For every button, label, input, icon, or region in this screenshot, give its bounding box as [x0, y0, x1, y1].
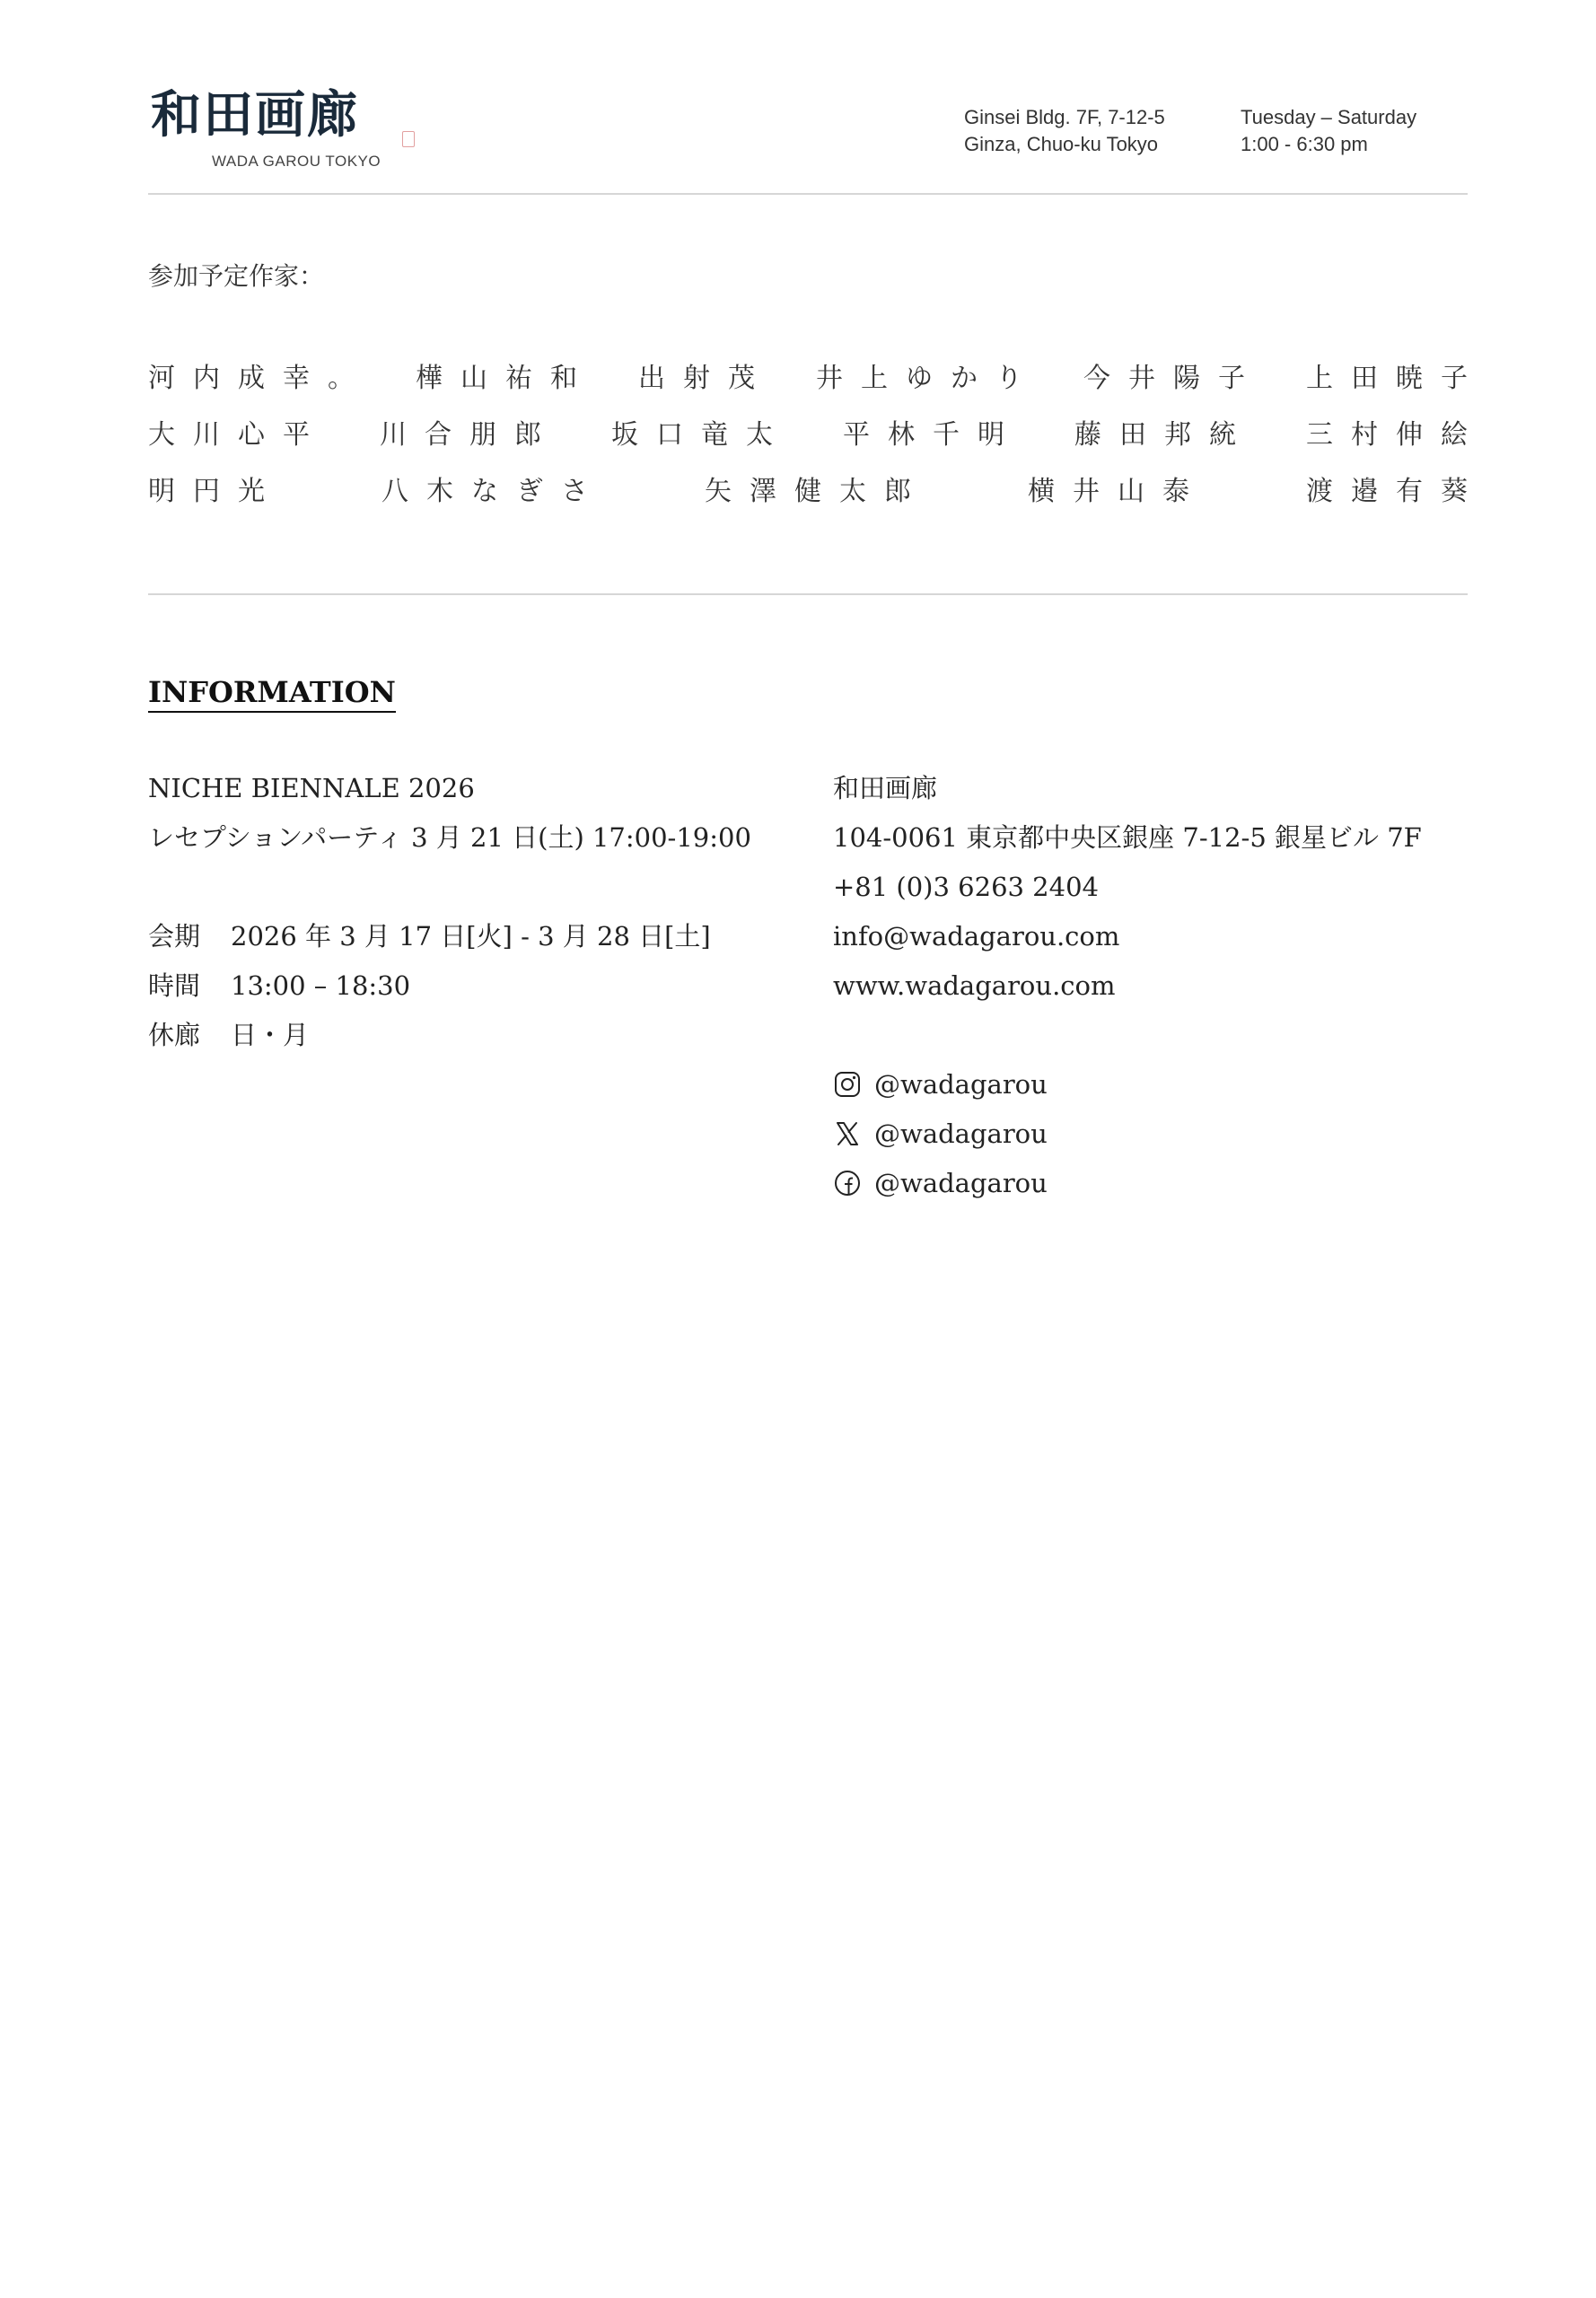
address-line-2: Ginza, Chuo-ku Tokyo	[964, 133, 1159, 155]
closed-row	[148, 1019, 309, 1051]
facebook-icon	[833, 1169, 862, 1197]
gallery-logo-subtitle: WADA GAROU TOKYO	[212, 153, 381, 170]
seal-mark-icon	[402, 131, 415, 147]
artist-name: 横井山泰	[1028, 476, 1207, 507]
period-label: 会期	[148, 921, 201, 952]
header-address	[964, 104, 1165, 158]
artist-name: 八木なぎさ	[381, 476, 606, 507]
artist-name: 樺山祐和	[416, 363, 595, 394]
hours-line-1: Tuesday – Saturday	[1241, 106, 1417, 128]
artist-name: 平林千明	[843, 419, 1022, 451]
gallery-website[interactable]: www.wadagarou.com	[833, 970, 1116, 1001]
artist-name: 坂口竜太	[611, 419, 791, 451]
gallery-logo: 和田画廊	[151, 85, 359, 145]
artist-row	[148, 414, 1486, 451]
event-title: NICHE BIENNALE 2026	[148, 773, 475, 803]
artist-name: 矢澤健太郎	[705, 476, 929, 507]
social-x[interactable]	[833, 1118, 1048, 1150]
hours-label: 時間	[148, 970, 201, 1001]
header-hours	[1241, 104, 1416, 158]
closed-label: 休廊	[148, 1020, 201, 1050]
x-handle: @wadagarou	[874, 1118, 1048, 1149]
period-row	[148, 920, 711, 952]
header-divider	[148, 193, 1468, 195]
artist-name: 井上ゆかり	[816, 363, 1040, 394]
gallery-name: 和田画廊	[833, 773, 938, 803]
address-line-1: Ginsei Bldg. 7F, 7-12-5	[964, 106, 1165, 128]
x-icon	[833, 1119, 862, 1148]
artist-name: 河内成幸。	[148, 363, 373, 394]
artist-row	[148, 357, 1486, 394]
gallery-phone[interactable]: +81 (0)3 6263 2404	[833, 872, 1099, 902]
instagram-icon	[833, 1070, 862, 1099]
artist-name: 明円光	[148, 476, 283, 507]
hours-value: 13:00 – 18:30	[231, 970, 411, 1001]
artist-name: 川合朋郎	[380, 419, 559, 451]
artist-name: 大川心平	[148, 419, 328, 451]
instagram-handle: @wadagarou	[874, 1069, 1048, 1100]
reception-info: レセプションパーティ 3 月 21 日(土) 17:00-19:00	[148, 822, 751, 853]
period-value: 2026 年 3 月 17 日[火] - 3 月 28 日[土]	[231, 921, 711, 952]
information-heading: INFORMATION	[148, 675, 396, 713]
artists-heading: 参加予定作家：	[148, 261, 325, 291]
artist-name: 三村伸絵	[1306, 419, 1486, 451]
section-divider	[148, 593, 1468, 595]
social-facebook[interactable]	[833, 1167, 1048, 1199]
artist-name: 渡邉有葵	[1306, 476, 1486, 507]
hours-row	[148, 969, 410, 1002]
gallery-address: 104-0061 東京都中央区銀座 7-12-5 銀星ビル 7F	[833, 822, 1422, 853]
artist-name: 出射茂	[638, 363, 773, 394]
gallery-email[interactable]: info@wadagarou.com	[833, 921, 1120, 952]
social-instagram[interactable]	[833, 1068, 1048, 1101]
artist-name: 上田暁子	[1306, 363, 1486, 394]
artist-name: 今井陽子	[1083, 363, 1263, 394]
artist-row	[148, 470, 1486, 507]
facebook-handle: @wadagarou	[874, 1168, 1048, 1198]
closed-value: 日・月	[231, 1020, 310, 1050]
hours-line-2: 1:00 - 6:30 pm	[1241, 133, 1368, 155]
artist-name: 藤田邦統	[1074, 419, 1254, 451]
